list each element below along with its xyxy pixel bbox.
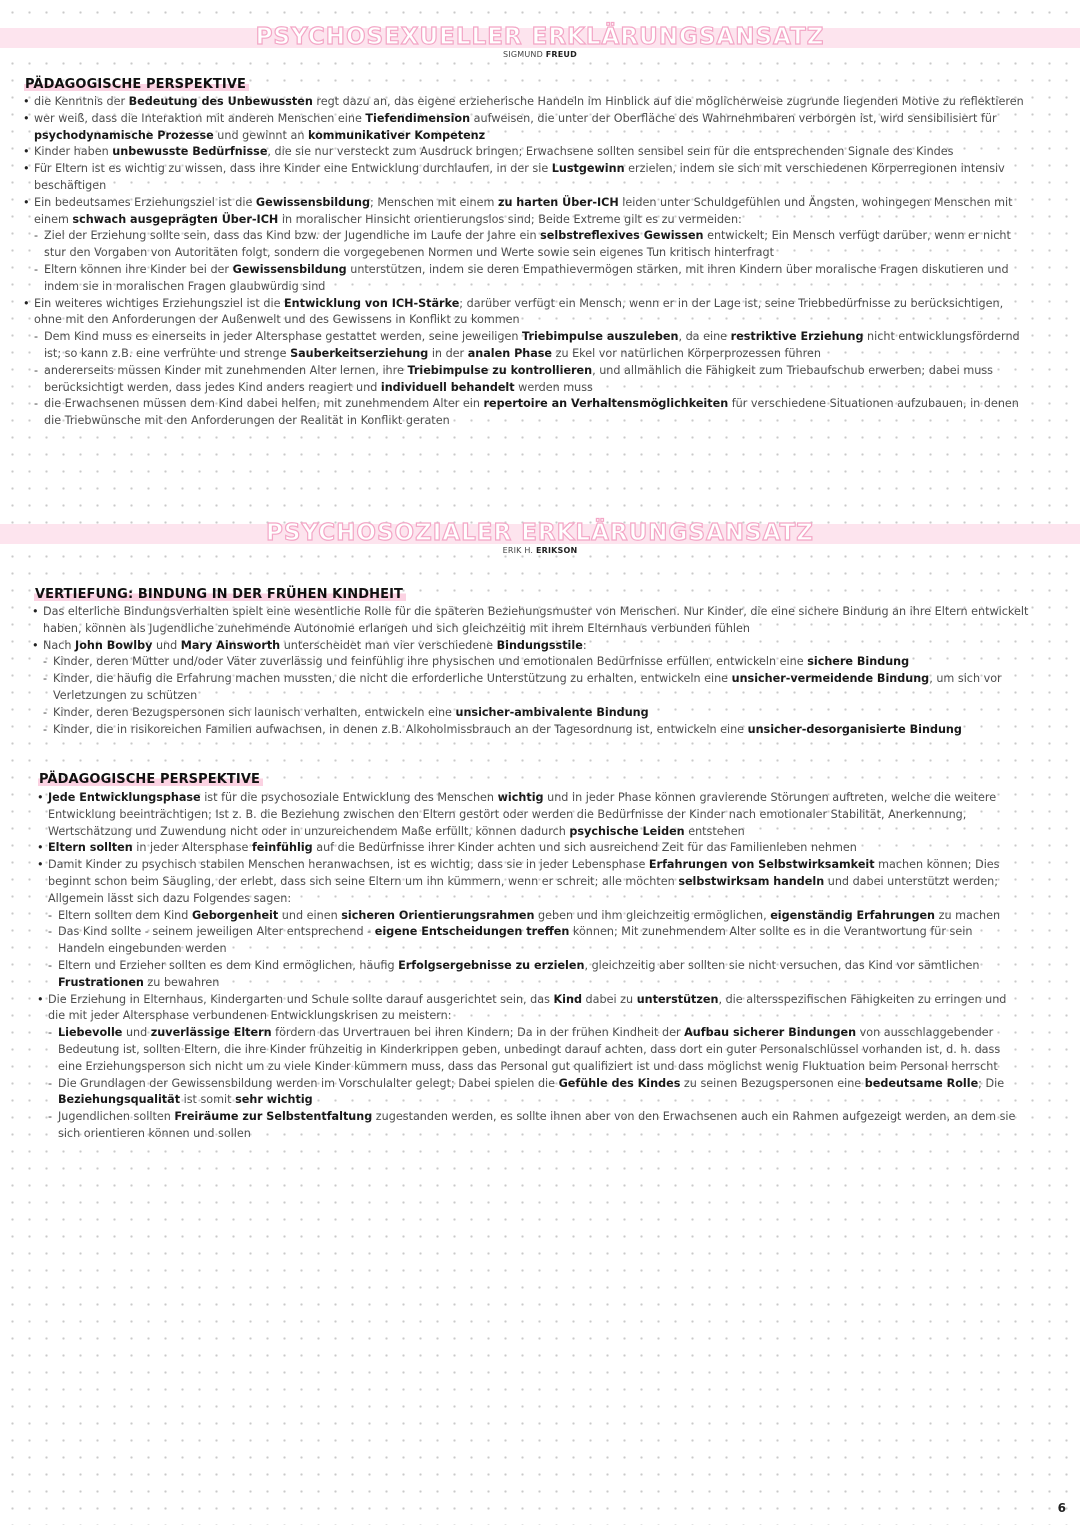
key-term: Mary Ainsworth [180, 638, 281, 652]
key-term: restriktive Erziehung [730, 330, 864, 344]
bullet-item: • Für Eltern ist es wichtig zu wissen, dass ihre Kinder eine Entwicklung durchlaufen, in der sie Lustgewinn erzielen, indem sie sich mit verschiedenen Körperregionen intensiv beschäftigen [22, 161, 1034, 195]
key-term: feinfühlig [251, 841, 313, 855]
key-term: sicheren Orientierungsrahmen [341, 908, 535, 922]
key-term: eigenständig Erfahrungen [770, 908, 936, 922]
key-term: Gewissensbildung [255, 195, 371, 209]
key-term: Triebimpulse auszuleben [522, 330, 679, 344]
key-term: analen Phase [467, 346, 553, 360]
bullet-item: • Eltern sollten in jeder Altersphase feinfühlig auf die Bedürfnisse ihrer Kinder achten und sich ausreichend Zeit für das Familienleben nehmen [36, 840, 1020, 857]
key-term: Jede Entwicklungsphase [48, 791, 201, 804]
key-term: repertoire an Verhaltensmöglichkeiten [483, 397, 729, 411]
erikson-author [0, 546, 1080, 555]
bullet-item: • wer weiß, dass die Interaktion mit anderen Menschen eine Tiefendimension aufweisen, die unter der Oberfläche des Wahrnehmbaren verborgen ist, wird sensibilisiert für psychodynamische Prozesse und gewinnt an kommunikativer Kompetenz [22, 111, 1034, 145]
bullet-item: • Die Erziehung in Elternhaus, Kindergarten und Schule sollte darauf ausgerichtet sein, das Kind dabei zu unterstützen, die altersspezifischen Fähigkeiten zu erringen und die mit jeder Altersphase verbundenen Entwicklungskrisen zu meistern: [36, 992, 1020, 1026]
sub-item: - Kinder, deren Bezugspersonen sich launisch verhalten, entwickeln eine unsicher-ambivalente Bindung [31, 705, 1036, 722]
key-term: eigene Entscheidungen treffen [374, 925, 570, 939]
erikson-author-first: ERIK H. [502, 546, 534, 555]
sub-item: - Liebevolle und zuverlässige Eltern fördern das Urvertrauen bei ihren Kindern; Da in der frühen Kindheit der Aufbau sicherer Bindungen von ausschlaggebender Bedeutung ist, sollten Eltern, die ihre Kinder frühzeitig in Kinderkrippen geben, unbedingt darauf achten, dass dort ein guter Personalschlüssel vorhanden ist, d. h. dass eine Erziehungsperson sich nicht um zu viele Kinder kümmern muss, dass das Personal gut qualifiziert ist und dass möglichst wenig Fluktuation beim Personal herrscht [36, 1025, 1020, 1075]
key-term: John Bowlby [75, 638, 153, 652]
freud-title: PSYCHOSEXUELLER ERKLÄRUNGSANSATZ [255, 24, 825, 50]
key-term: zu harten Über-ICH [497, 195, 619, 209]
paed2-heading [38, 772, 263, 787]
sub-item: - Die Grundlagen der Gewissensbildung werden im Vorschulalter gelegt; Dabei spielen die Gefühle des Kindes zu seinen Bezugspersonen eine bedeutsame Rolle; Die Beziehungsqualität ist somit sehr wichtig [36, 1076, 1020, 1110]
key-term: Freiräume zur Selbstentfaltung [174, 1110, 373, 1124]
key-term: kommunikativer Kompetenz [307, 128, 486, 142]
key-term: wichtig [497, 791, 544, 804]
sub-item: - andererseits müssen Kinder mit zunehmenden Alter lernen, ihre Triebimpulse zu kontrollieren, und allmählich die Fähigkeit zum Triebaufschub erwerben; dabei muss berücksichtigt werden, dass jedes Kind anders reagiert und individuell behandelt werden muss [22, 363, 1034, 397]
key-term: schwach ausgeprägten Über-ICH [72, 212, 279, 226]
bindung-heading-text: VERTIEFUNG: BINDUNG IN DER FRÜHEN KINDHEIT [34, 587, 406, 602]
sub-item: - Dem Kind muss es einerseits in jeder Altersphase gestattet werden, seine jeweiligen Triebimpulse auszuleben, da eine restriktive Erziehung nicht entwicklungsfördernd ist; so kann z.B. eine verfrühte und strenge Sauberkeitserziehung in der analen Phase zu Ekel vor natürlichen Körperprozessen führen [22, 329, 1034, 363]
bindung-list [31, 604, 1036, 738]
key-term: Bedeutung des Unbewussten [128, 95, 313, 108]
sub-item: - die Erwachsenen müssen dem Kind dabei helfen, mit zunehmendem Alter ein repertoire an Verhaltensmöglichkeiten für verschiedene Situationen aufzubauen, in denen die Triebwünsche mit den Anforderungen der Realität in Konflikt geraten [22, 396, 1034, 430]
key-term: unsicher-ambivalente Bindung [455, 705, 649, 719]
erikson-title: PSYCHOSOZIALER ERKLÄRUNGSANSATZ [266, 520, 814, 546]
sub-item: - Ziel der Erziehung sollte sein, dass das Kind bzw. der Jugendliche im Laufe der Jahre ein selbstreflexives Gewissen entwickelt; Ein Mensch verfügt darüber, wenn er nicht stur den Vorgaben von Autoritäten folgt, sondern die vorgegebenen Normen und Werte sowie sein eigenes Tun kritisch hinterfragt [22, 228, 1034, 262]
key-term: Geborgenheit [191, 908, 279, 922]
key-term: Lustgewinn [551, 162, 625, 176]
paed1-heading [24, 77, 249, 92]
key-term: Gefühle des Kindes [558, 1076, 681, 1090]
key-term: selbstreflexives Gewissen [540, 229, 704, 243]
bindung-heading [34, 587, 406, 602]
key-term: psychodynamische Prozesse [34, 128, 214, 142]
paed1-heading-text: PÄDAGOGISCHE PERSPEKTIVE [24, 77, 249, 92]
erikson-author-last: ERIKSON [535, 546, 578, 555]
sub-item: - Eltern sollten dem Kind Geborgenheit und einen sicheren Orientierungsrahmen geben und ihm gleichzeitig ermöglichen, eigenständig Erfahrungen zu machen [36, 908, 1020, 925]
key-term: Liebevolle [58, 1026, 123, 1040]
key-term: Gewissensbildung [232, 262, 347, 276]
key-term: Erfahrungen von Selbstwirksamkeit [648, 858, 875, 872]
sub-item: - Jugendlichen sollten Freiräume zur Selbstentfaltung zugestanden werden, es sollte ihnen aber von den Erwachsenen auch ein Rahmen aufgezeigt werden, an dem sie sich orientieren können und sollen [36, 1109, 1020, 1143]
key-term: Aufbau sicherer Bindungen [684, 1026, 857, 1040]
bullet-item: • die Kenntnis der Bedeutung des Unbewussten regt dazu an, das eigene erzieherische Handeln im Hinblick auf die möglicherweise zugrunde liegenden Motive zu reflektieren [22, 94, 1034, 111]
bullet-item: • Ein bedeutsames Erziehungsziel ist die Gewissensbildung; Menschen mit einem zu harten Über-ICH leiden unter Schuldgefühlen und Ängsten, wohingegen Menschen mit einem schwach ausgeprägten Über-ICH in moralischer Hinsicht orientierungslos sind; Beide Extreme gilt es zu vermeiden: [22, 195, 1034, 229]
sub-item: - Eltern und Erzieher sollten es dem Kind ermöglichen, häufig Erfolgsergebnisse zu erzielen, gleichzeitig aber sollten sie nicht versuchen, das Kind vor sämtlichen Frustrationen zu bewahren [36, 958, 1020, 992]
key-term: unbewusste Bedürfnisse [112, 145, 268, 159]
key-term: Entwicklung von ICH-Stärke [284, 296, 460, 310]
freud-author-last: FREUD [545, 50, 577, 59]
paed2-list [36, 790, 1020, 1143]
bullet-item: • Damit Kinder zu psychisch stabilen Menschen heranwachsen, ist es wichtig, dass sie in jeder Lebensphase Erfahrungen von Selbstwirksamkeit machen können; Dies beginnt schon beim Säugling, der erlebt, dass sich seine Eltern um ihn kümmern, wenn er schreit; alle möchten selbstwirksam handeln und dabei unterstützt werden; Allgemein lässt sich dazu Folgendes sagen: [36, 857, 1020, 907]
key-term: Sauberkeitserziehung [290, 346, 429, 360]
key-term: unsicher-vermeidende Bindung [731, 672, 930, 686]
key-term: selbstwirksam handeln [678, 874, 825, 888]
sub-item: - Kinder, deren Mütter und/oder Väter zuverlässig und feinfühlig ihre physischen und emotionalen Bedürfnisse erfüllen, entwickeln eine sichere Bindung [31, 654, 1036, 671]
bullet-item: • Ein weiteres wichtiges Erziehungsziel ist die Entwicklung von ICH-Stärke; darüber verfügt ein Mensch, wenn er in der Lage ist, seine Triebbedürfnisse zu berücksichtigen, ohne mit den Anforderungen der Außenwelt und des Gewissens in Konflikt zu kommen [22, 296, 1034, 330]
bullet-item: • Das elterliche Bindungsverhalten spielt eine wesentliche Rolle für die späteren Beziehungsmuster von Menschen. Nur Kinder, die eine sichere Bindung an ihre Eltern entwickelt haben, können als Jugendliche zunehmende Autonomie erlangen und sich gleichzeitig mit ihrem Elternhaus verbunden fühlen [31, 604, 1036, 638]
freud-author [0, 50, 1080, 59]
key-term: unsicher-desorganisierte Bindung [747, 722, 962, 736]
key-term: individuell behandelt [380, 380, 515, 394]
bullet-item: • Kinder haben unbewusste Bedürfnisse, die sie nur versteckt zum Ausdruck bringen; Erwachsene sollten sensibel sein für die entsprechenden Signale des Kindes [22, 144, 1034, 161]
sub-item: - Eltern können ihre Kinder bei der Gewissensbildung unterstützen, indem sie deren Empathievermögen stärken, mit ihren Kindern über moralische Fragen diskutieren und indem sie in moralischen Fragen glaubwürdig sind [22, 262, 1034, 296]
key-term: bedeutsame Rolle [864, 1076, 979, 1090]
key-term: Bindungsstile [496, 638, 583, 652]
key-term: sichere Bindung [807, 655, 910, 669]
key-term: psychische Leiden [569, 824, 685, 838]
sub-item: - Kinder, die in risikoreichen Familien aufwachsen, in denen z.B. Alkoholmissbrauch an der Tagesordnung ist, entwickeln eine unsicher-desorganisierte Bindung [31, 722, 1036, 739]
key-term: sehr wichtig [235, 1093, 313, 1107]
key-term: Eltern sollten [48, 841, 133, 855]
paed2-heading-text: PÄDAGOGISCHE PERSPEKTIVE [38, 772, 263, 787]
bullet-item: • Jede Entwicklungsphase ist für die psychosoziale Entwicklung des Menschen wichtig und in jeder Phase können gravierende Störungen auftreten, welche die weitere Entwicklung beeinträchtigen; Ist z. B. die Beziehung zwischen den Eltern gestört oder werden die Bedürfnisse der Kinder nach emotionaler Stabilität, Anerkennung, Wertschätzung und Zuwendung nicht oder in unzureichendem Maße erfüllt, können dadurch psychische Leiden entstehen [36, 790, 1020, 840]
key-term: Beziehungsqualität [58, 1093, 181, 1107]
bullet-item: • Nach John Bowlby und Mary Ainsworth unterscheidet man vier verschiedene Bindungsstile: [31, 638, 1036, 655]
sub-item: - Das Kind sollte - seinem jeweiligen Alter entsprechend - eigene Entscheidungen treffen können; Mit zunehmendem Alter sollte es in die Verantwortung für sein Handeln eingebunden werden [36, 924, 1020, 958]
page-number: 6 [1057, 1501, 1066, 1515]
key-term: unterstützen [636, 992, 719, 1006]
paed1-list [22, 94, 1034, 430]
key-term: Kind [553, 992, 582, 1006]
key-term: Triebimpulse zu kontrollieren [407, 363, 593, 377]
key-term: Tiefendimension [365, 111, 471, 125]
key-term: Erfolgsergebnisse zu erzielen [398, 958, 585, 972]
key-term: Frustrationen [58, 975, 144, 989]
freud-author-first: SIGMUND [503, 50, 543, 59]
sub-item: - Kinder, die häufig die Erfahrung machen mussten, die nicht die erforderliche Unterstützung zu erhalten, entwickeln eine unsicher-vermeidende Bindung, um sich vor Verletzungen zu schützen [31, 671, 1036, 705]
key-term: zuverlässige Eltern [150, 1026, 272, 1040]
